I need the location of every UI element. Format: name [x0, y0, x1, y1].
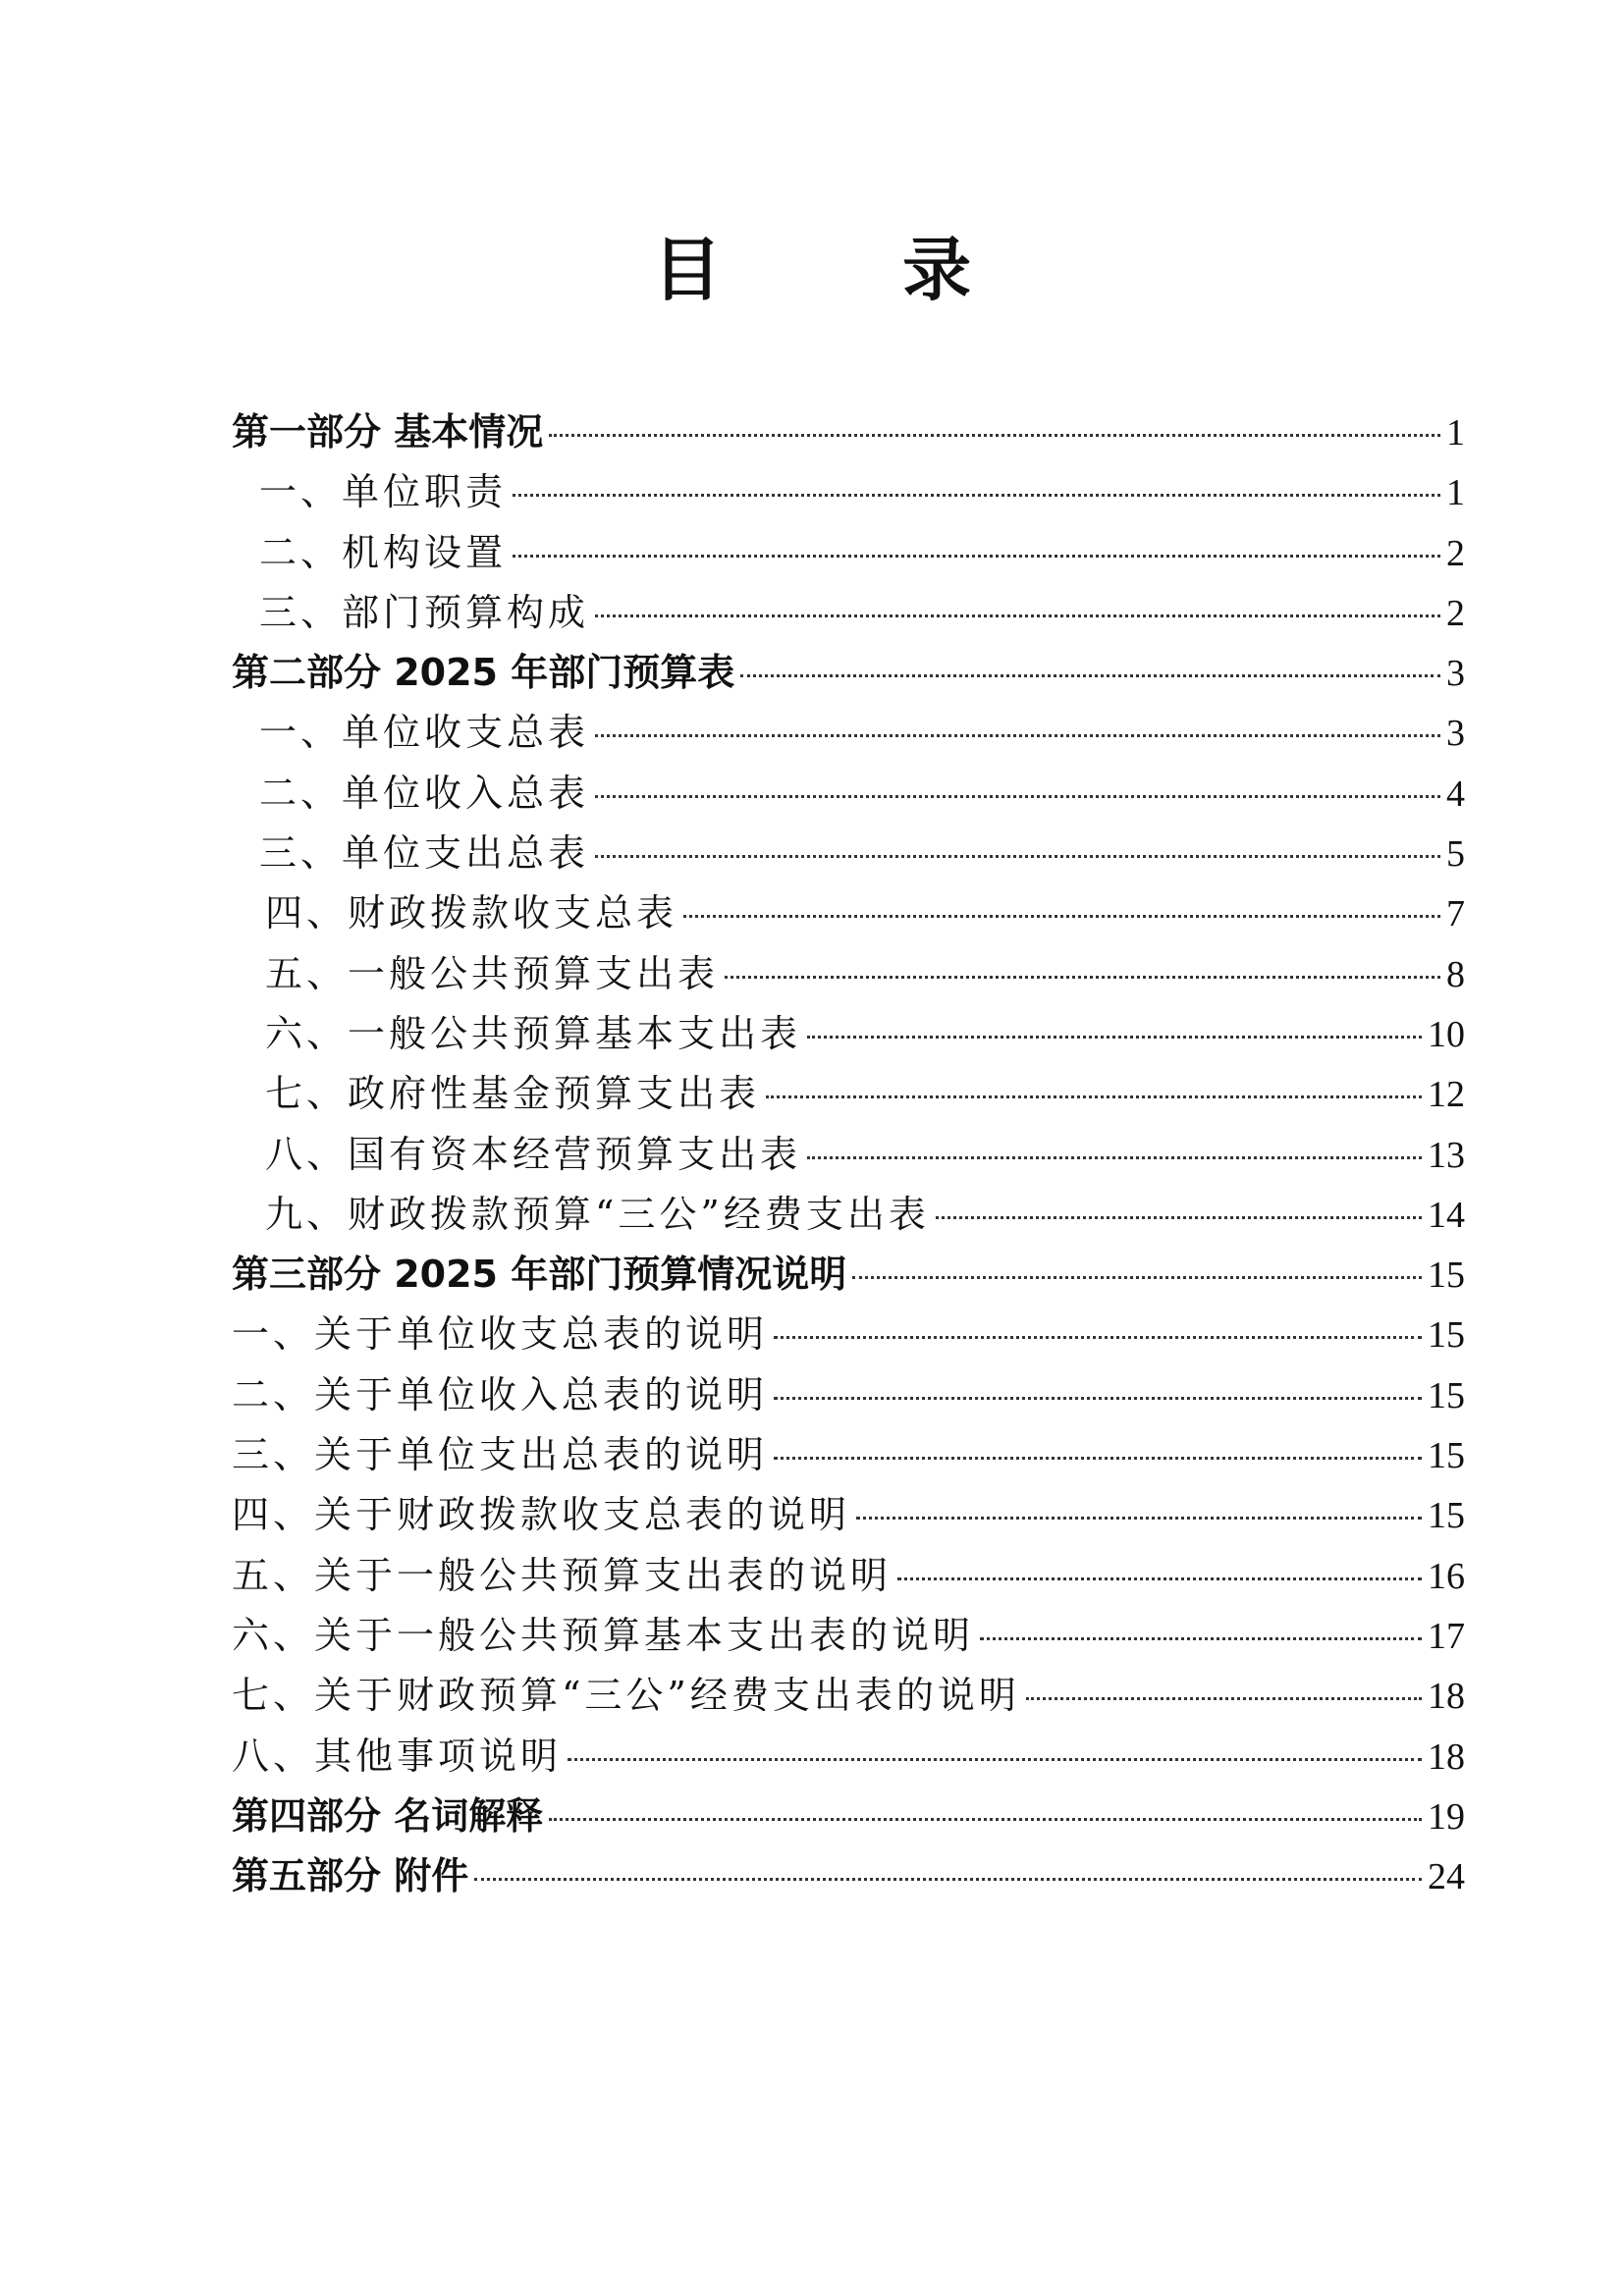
toc-entry-page-number: 7: [1446, 893, 1465, 935]
toc-dot-leader: [683, 915, 1440, 918]
toc-entry-page-number: 13: [1428, 1134, 1465, 1176]
toc-entry[interactable]: [232, 462, 1465, 522]
toc-entry[interactable]: [232, 1425, 1465, 1485]
toc-dot-leader: [725, 976, 1440, 979]
toc-entry-page-number: 1: [1446, 472, 1465, 514]
toc-dot-leader: [568, 1758, 1422, 1761]
toc-dot-leader: [774, 1336, 1422, 1339]
toc-entry[interactable]: [232, 1245, 1465, 1305]
toc-dot-leader: [549, 434, 1440, 437]
toc-entry-label: 二、单位收入总表: [259, 771, 590, 815]
toc-entry[interactable]: [232, 883, 1465, 943]
toc-entry[interactable]: [232, 1305, 1465, 1364]
toc-dot-leader: [595, 855, 1440, 858]
toc-entry[interactable]: [232, 1666, 1465, 1726]
toc-entry-label: 八、其他事项说明: [232, 1734, 563, 1778]
toc-entry-page-number: 18: [1428, 1735, 1465, 1778]
toc-entry-page-number: 19: [1428, 1795, 1465, 1838]
toc-dot-leader: [513, 494, 1440, 497]
toc-entry[interactable]: [232, 402, 1465, 462]
toc-dot-leader: [807, 1036, 1422, 1039]
toc-entry-page-number: 8: [1446, 953, 1465, 995]
toc-dot-leader: [1026, 1697, 1422, 1700]
toc-dot-leader: [774, 1397, 1422, 1400]
toc-entry[interactable]: [232, 583, 1465, 643]
toc-entry[interactable]: [232, 523, 1465, 583]
toc-entry-page-number: 24: [1428, 1856, 1465, 1898]
toc-entry[interactable]: [232, 1185, 1465, 1245]
toc-entry-label: 五、关于一般公共预算支出表的说明: [232, 1553, 893, 1597]
toc-entry-label: 三、单位支出总表: [259, 831, 590, 876]
toc-dot-leader: [774, 1457, 1422, 1460]
toc-entry[interactable]: [232, 643, 1465, 703]
toc-dot-leader: [595, 734, 1440, 737]
toc-dot-leader: [549, 1818, 1422, 1821]
toc-entry[interactable]: [232, 1125, 1465, 1185]
toc-entry[interactable]: [232, 1606, 1465, 1666]
toc-entry-label: 二、机构设置: [259, 530, 508, 574]
toc-entry-page-number: 18: [1428, 1676, 1465, 1718]
toc-entry-label: 三、部门预算构成: [259, 590, 590, 634]
toc-dot-leader: [595, 614, 1440, 617]
toc-entry-label: 第二部分 2025 年部门预算表: [232, 651, 735, 695]
toc-dot-leader: [936, 1216, 1422, 1219]
toc-dot-leader: [807, 1156, 1422, 1159]
toc-dot-leader: [595, 795, 1440, 798]
toc-entry[interactable]: [232, 1846, 1465, 1906]
toc-dot-leader: [513, 555, 1440, 558]
toc-entry[interactable]: [232, 944, 1465, 1004]
toc-dot-leader: [897, 1577, 1422, 1580]
toc-entry-page-number: 15: [1428, 1255, 1465, 1297]
toc-entry[interactable]: [232, 1727, 1465, 1787]
toc-entry-page-number: 3: [1446, 653, 1465, 695]
toc-entry-label: 六、一般公共预算基本支出表: [265, 1011, 802, 1055]
toc-entry-page-number: 15: [1428, 1435, 1465, 1477]
toc-entry-page-number: 3: [1446, 713, 1465, 755]
toc-entry-page-number: 16: [1428, 1555, 1465, 1597]
toc-entry[interactable]: [232, 764, 1465, 824]
toc-entry[interactable]: [232, 1787, 1465, 1846]
toc-entry-page-number: 10: [1428, 1013, 1465, 1055]
toc-entry[interactable]: [232, 1064, 1465, 1124]
toc-entry-label: 四、财政拨款收支总表: [265, 891, 678, 935]
toc-entry-page-number: 15: [1428, 1314, 1465, 1357]
toc-entry-label: 一、单位职责: [259, 470, 508, 514]
toc-dot-leader: [740, 674, 1440, 677]
toc-entry-page-number: 15: [1428, 1495, 1465, 1537]
toc-entry[interactable]: [232, 1004, 1465, 1064]
toc-entry-page-number: 17: [1428, 1615, 1465, 1657]
toc-entry-label: 五、一般公共预算支出表: [265, 951, 720, 995]
toc-entry-label: 六、关于一般公共预算基本支出表的说明: [232, 1613, 975, 1657]
toc-entry-page-number: 14: [1428, 1194, 1465, 1236]
toc-dot-leader: [856, 1517, 1422, 1520]
toc-entry-page-number: 1: [1446, 412, 1465, 454]
toc-entry-label: 第四部分 名词解释: [232, 1793, 544, 1838]
toc-entry-page-number: 2: [1446, 532, 1465, 574]
toc-entry[interactable]: [232, 1546, 1465, 1606]
toc-entry-label: 二、关于单位收入总表的说明: [232, 1372, 769, 1416]
toc-entry-label: 一、单位收支总表: [259, 711, 590, 755]
toc-entry-page-number: 15: [1428, 1374, 1465, 1416]
toc-entry-page-number: 12: [1428, 1074, 1465, 1116]
toc-dot-leader: [980, 1637, 1422, 1640]
toc-entry-page-number: 5: [1446, 833, 1465, 876]
toc-entry-label: 一、关于单位收支总表的说明: [232, 1312, 769, 1357]
toc-entry-label: 八、国有资本经营预算支出表: [265, 1132, 802, 1176]
table-of-contents: [232, 402, 1465, 1906]
toc-dot-leader: [766, 1095, 1422, 1098]
toc-entry-label: 七、政府性基金预算支出表: [265, 1072, 761, 1116]
toc-entry[interactable]: [232, 824, 1465, 883]
toc-entry-page-number: 2: [1446, 592, 1465, 634]
toc-entry[interactable]: [232, 1485, 1465, 1545]
toc-entry-page-number: 4: [1446, 773, 1465, 815]
toc-entry-label: 三、关于单位支出总表的说明: [232, 1433, 769, 1477]
toc-entry-label: 第五部分 附件: [232, 1854, 469, 1898]
toc-entry[interactable]: [232, 1365, 1465, 1425]
toc-dot-leader: [474, 1878, 1422, 1881]
toc-entry[interactable]: [232, 703, 1465, 763]
toc-entry-label: 七、关于财政预算“三公”经费支出表的说明: [232, 1674, 1020, 1718]
page-title: 目 录: [652, 229, 1051, 310]
toc-entry-label: 九、财政拨款预算“三公”经费支出表: [265, 1192, 930, 1236]
toc-entry-label: 四、关于财政拨款收支总表的说明: [232, 1493, 851, 1537]
toc-entry-label: 第一部分 基本情况: [232, 410, 544, 454]
toc-entry-label: 第三部分 2025 年部门预算情况说明: [232, 1253, 847, 1297]
toc-dot-leader: [852, 1276, 1422, 1279]
